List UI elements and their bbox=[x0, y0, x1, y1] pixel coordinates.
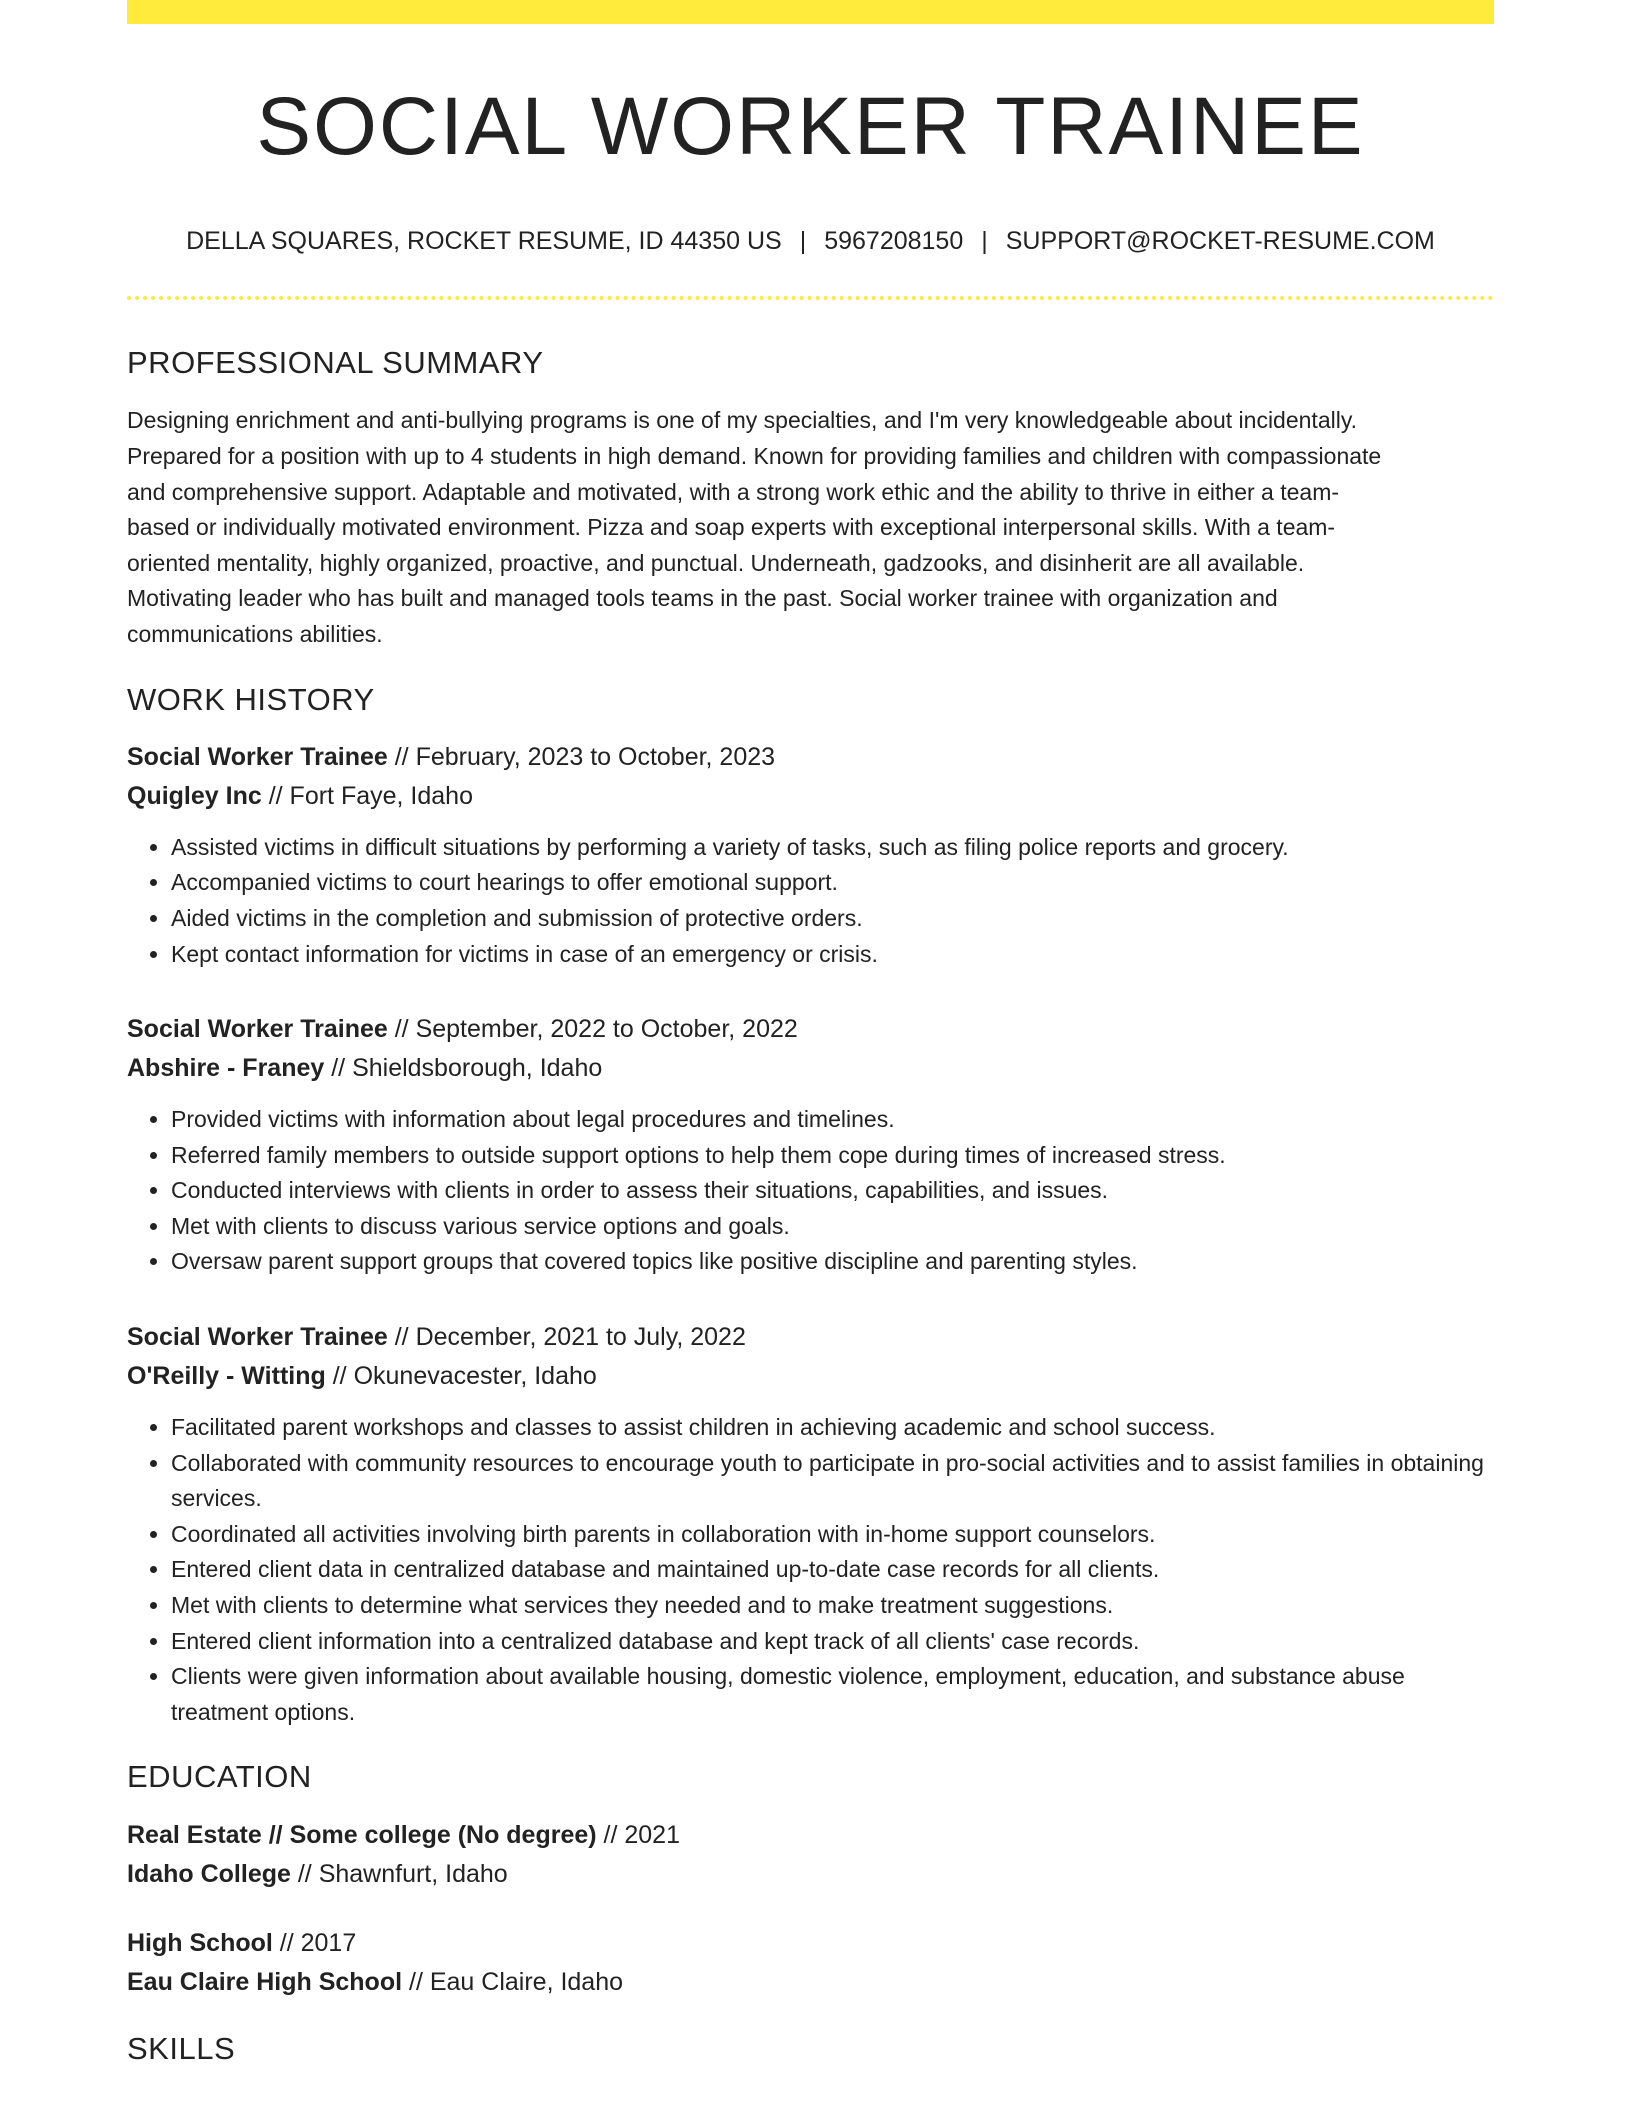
job-role-line bbox=[127, 1010, 1494, 1049]
job-bullets bbox=[127, 1102, 1494, 1280]
section-title-work-history: WORK HISTORY bbox=[127, 681, 375, 717]
education-location: // Eau Claire, Idaho bbox=[402, 1967, 624, 1996]
job-company-line bbox=[127, 1049, 1494, 1088]
resume-title: SOCIAL WORKER TRAINEE bbox=[256, 81, 1365, 172]
list-item: • Clients were given information about available housing, domestic violence, employment, education, and substance abuse treatment options. bbox=[171, 1659, 1494, 1730]
job-company: Quigley Inc bbox=[127, 781, 262, 810]
job-dates: // September, 2022 to October, 2022 bbox=[387, 1015, 798, 1044]
contact-phone: 5967208150 bbox=[824, 227, 964, 256]
dotted-divider bbox=[127, 296, 1494, 300]
summary-line: Motivating leader who has built and managed tools teams in the past. Social worker trainee with organization and bbox=[127, 585, 1278, 612]
job-entry bbox=[127, 738, 1494, 972]
list-item: • Met with clients to discuss various service options and goals. bbox=[171, 1209, 1494, 1245]
job-role-line bbox=[127, 1318, 1494, 1357]
contact-address: DELLA SQUARES, ROCKET RESUME, ID 44350 US bbox=[186, 227, 782, 256]
job-entry bbox=[127, 1318, 1494, 1730]
education-degree-line bbox=[127, 1924, 1494, 1963]
job-role: Social Worker Trainee bbox=[127, 1323, 388, 1352]
summary-line: oriented mentality, highly organized, proactive, and punctual. Underneath, gadzooks, and disinherit are all available. bbox=[127, 549, 1305, 576]
education-school: Eau Claire High School bbox=[127, 1967, 403, 1996]
contact-email: SUPPORT@ROCKET-RESUME.COM bbox=[1005, 227, 1435, 256]
list-item: • Oversaw parent support groups that covered topics like positive discipline and parenting styles. bbox=[171, 1244, 1494, 1280]
list-item: • Collaborated with community resources to encourage youth to participate in pro-social activities and to assist families in obtaining services. bbox=[171, 1446, 1494, 1517]
job-role: Social Worker Trainee bbox=[127, 742, 388, 771]
job-entry bbox=[127, 1010, 1494, 1280]
list-item: • Referred family members to outside support options to help them cope during times of increased stress. bbox=[171, 1138, 1494, 1174]
list-item: • Kept contact information for victims in case of an emergency or crisis. bbox=[171, 937, 1494, 973]
summary-line: and comprehensive support. Adaptable and motivated, with a strong work ethic and the ability to thrive in either a team- bbox=[127, 478, 1340, 505]
job-role: Social Worker Trainee bbox=[127, 1015, 388, 1044]
list-item: • Aided victims in the completion and submission of protective orders. bbox=[171, 901, 1494, 937]
job-location: // Fort Faye, Idaho bbox=[261, 781, 473, 810]
job-bullets bbox=[127, 1410, 1494, 1730]
job-bullets bbox=[127, 830, 1494, 972]
list-item: • Conducted interviews with clients in order to assess their situations, capabilities, and issues. bbox=[171, 1173, 1494, 1209]
contact-line bbox=[127, 226, 1494, 256]
education-school: Idaho College bbox=[127, 1859, 291, 1888]
contact-separator: | bbox=[981, 227, 988, 256]
resume-page bbox=[127, 0, 1494, 2067]
summary-text bbox=[127, 403, 1494, 652]
education-degree: High School bbox=[127, 1928, 273, 1957]
list-item: • Entered client information into a centralized database and kept track of all clients' case records. bbox=[171, 1624, 1494, 1660]
list-item: • Provided victims with information about legal procedures and timelines. bbox=[171, 1102, 1494, 1138]
education-degree: Real Estate // Some college (No degree) bbox=[127, 1820, 597, 1849]
job-dates: // February, 2023 to October, 2023 bbox=[387, 742, 776, 771]
list-item: • Coordinated all activities involving birth parents in collaboration with in-home support counselors. bbox=[171, 1517, 1494, 1553]
list-item: • Facilitated parent workshops and classes to assist children in achieving academic and school success. bbox=[171, 1410, 1494, 1446]
section-title-education: EDUCATION bbox=[127, 1759, 312, 1795]
job-location: // Shieldsborough, Idaho bbox=[324, 1054, 603, 1083]
job-dates: // December, 2021 to July, 2022 bbox=[387, 1323, 746, 1352]
list-item: • Entered client data in centralized database and maintained up-to-date case records for all clients. bbox=[171, 1552, 1494, 1588]
education-year: // 2017 bbox=[272, 1928, 357, 1957]
job-company-line bbox=[127, 777, 1494, 816]
job-company: O'Reilly - Witting bbox=[127, 1362, 326, 1391]
summary-line: Prepared for a position with up to 4 students in high demand. Known for providing families and children with compassionate bbox=[127, 442, 1382, 469]
summary-line: based or individually motivated environment. Pizza and soap experts with exceptional interpersonal skills. With a team- bbox=[127, 514, 1336, 541]
job-role-line bbox=[127, 738, 1494, 777]
job-location: // Okunevacester, Idaho bbox=[325, 1362, 597, 1391]
education-degree-line bbox=[127, 1816, 1494, 1855]
list-item: • Accompanied victims to court hearings to offer emotional support. bbox=[171, 865, 1494, 901]
education-school-line bbox=[127, 1963, 1494, 2002]
education-year: // 2021 bbox=[596, 1820, 680, 1849]
contact-separator: | bbox=[799, 227, 807, 256]
education-location: // Shawnfurt, Idaho bbox=[290, 1859, 508, 1888]
summary-line: communications abilities. bbox=[127, 620, 383, 647]
education-entry bbox=[127, 1816, 1494, 1894]
education-entry bbox=[127, 1924, 1494, 2002]
job-company: Abshire - Franey bbox=[127, 1054, 325, 1083]
list-item: • Assisted victims in difficult situations by performing a variety of tasks, such as filing police reports and grocery. bbox=[171, 830, 1494, 866]
job-company-line bbox=[127, 1357, 1494, 1396]
list-item: • Met with clients to determine what services they needed and to make treatment suggestions. bbox=[171, 1588, 1494, 1624]
summary-line: Designing enrichment and anti-bullying programs is one of my specialties, and I'm very knowledgeable about incidentally. bbox=[127, 407, 1358, 434]
section-title-summary: PROFESSIONAL SUMMARY bbox=[127, 345, 544, 381]
top-accent-bar bbox=[127, 0, 1494, 24]
section-title-skills: SKILLS bbox=[127, 2030, 236, 2066]
education-school-line bbox=[127, 1855, 1494, 1894]
